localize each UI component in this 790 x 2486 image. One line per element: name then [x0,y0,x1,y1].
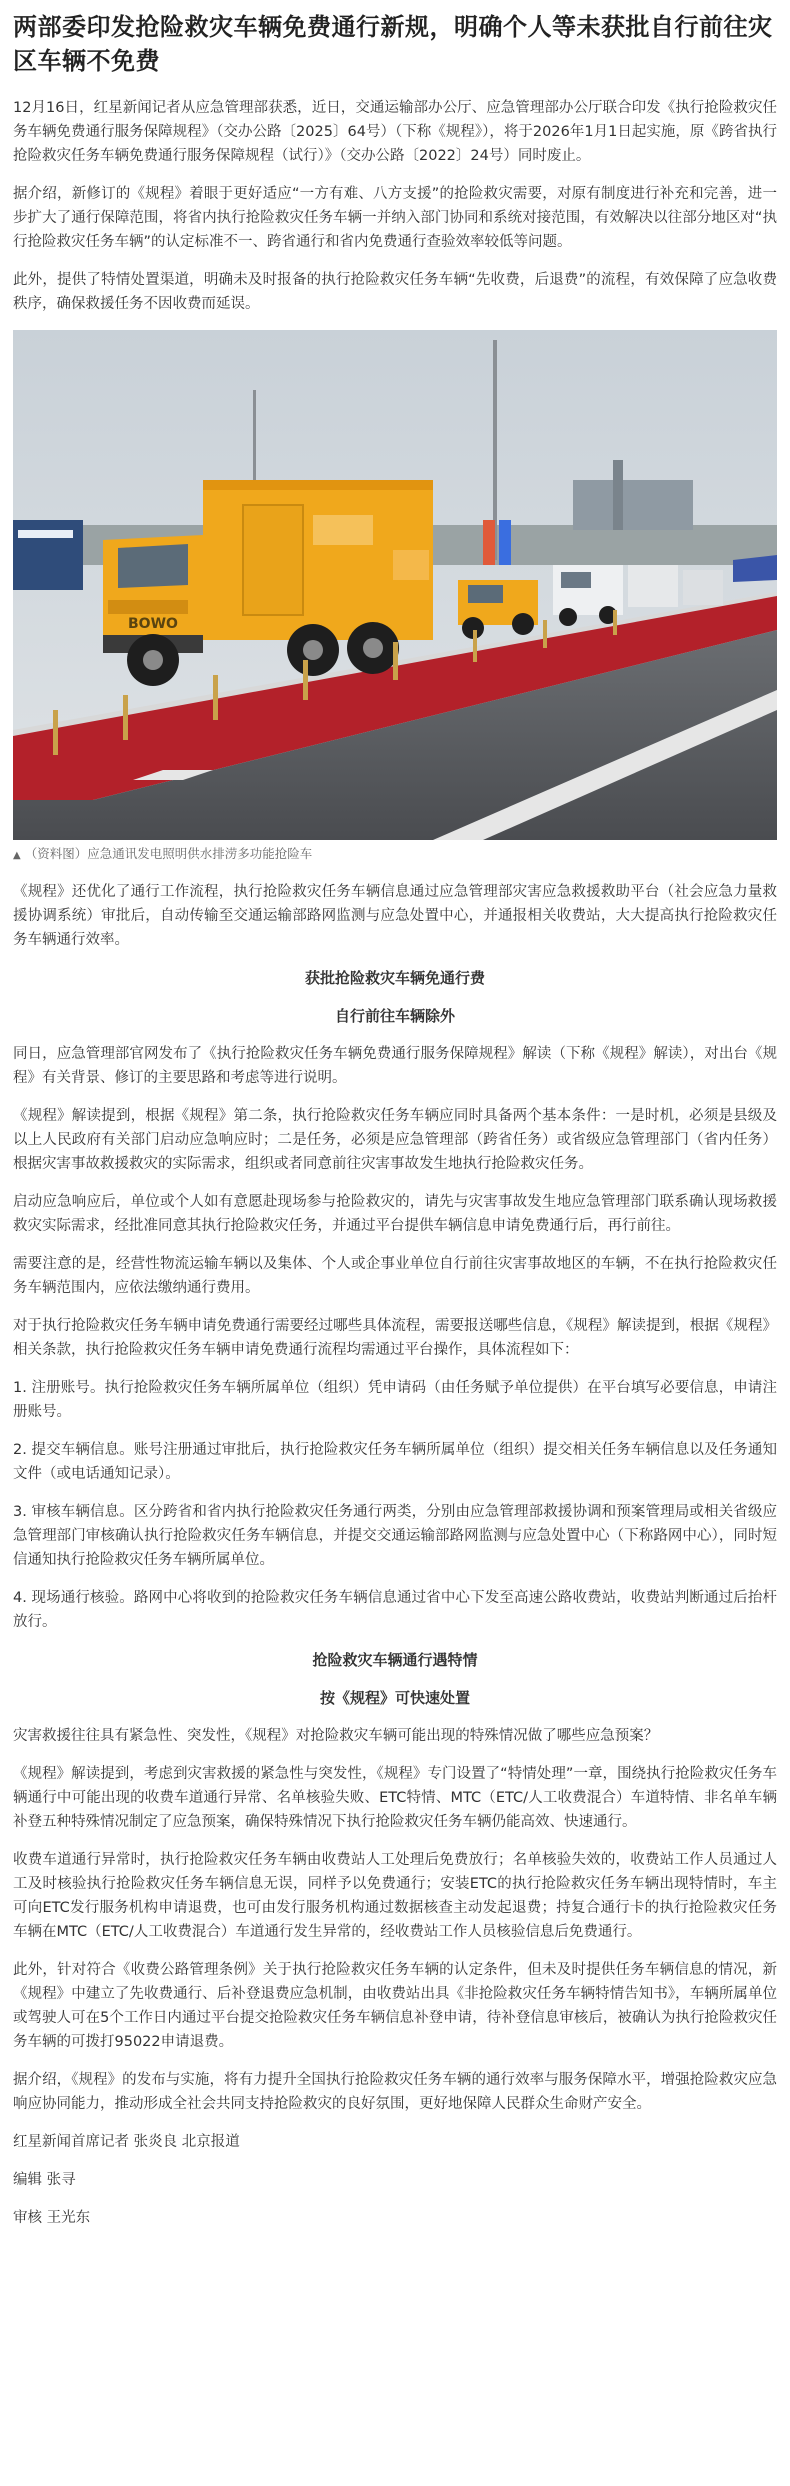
section-subheading: 按《规程》可快速处置 [319,1689,470,1707]
reviewer-byline: 审核 王光东 [13,2210,91,2226]
rescue-truck-photo [13,330,777,840]
paragraph: 《规程》解读提到，根据《规程》第二条，执行抢险救灾任务车辆应同时具备两个基本条件：一是时机，必须是县级及以上人民政府有关部门启动应急响应时；二是任务，必须是应急管理部（跨省任务）或省级应急管理部门（省内任务）根据灾害事故救援救灾的实际需求，组织或者同意前往灾害事故发生地执行抢险救灾任务。 [13,1108,777,1172]
step-item: 3. 审核车辆信息。区分跨省和省内执行抢险救灾任务通行两类，分别由应急管理部救援协调和预案管理局或相关省级应急管理部门审核确认执行抢险救灾任务车辆信息，并提交交通运输部路网监测与应急处置中心（下称路网中心），同时短信通知执行抢险救灾任务车辆所属单位。 [13,1504,777,1568]
article-title: 两部委印发抢险救灾车辆免费通行新规，明确个人等未获批自行前往灾区车辆不免费 [13,13,773,75]
section-heading: 获批抢险救灾车辆免通行费 [304,969,485,987]
paragraph: 同日，应急管理部官网发布了《执行抢险救灾任务车辆免费通行服务保障规程》解读（下称《规程》解读），对出台《规程》有关背景、修订的主要思路和考虑等进行说明。 [13,1046,777,1086]
paragraph: 《规程》解读提到，考虑到灾害救援的紧急性与突发性，《规程》专门设置了“特情处理”一章，围绕执行抢险救灾任务车辆通行中可能出现的收费车道通行异常、名单核验失败、ETC特情、MTC（ETC/人工收费混合）车道特情、非名单车辆补登五种特殊情况制定了应急预案，确保特殊情况下执行抢险救灾任务车辆仍能高效、快速通行。 [13,1766,777,1830]
step-item: 1. 注册账号。执行抢险救灾任务车辆所属单位（组织）凭申请码（由任务赋予单位提供）在平台填写必要信息，申请注册账号。 [13,1380,777,1420]
paragraph: 据介绍，《规程》的发布与实施，将有力提升全国执行抢险救灾任务车辆的通行效率与服务保障水平，增强抢险救灾应急响应协同能力，推动形成全社会共同支持抢险救灾的良好氛围，更好地保障人民群众生命财产安全。 [13,2072,777,2112]
image-caption [13,844,777,866]
paragraph: 此外，针对符合《收费公路管理条例》关于执行抢险救灾任务车辆的认定条件，但未及时提供任务车辆信息的情况，新《规程》中建立了先收费通行、后补登退费应急机制，由收费站出具《非抢险救灾任务车辆特情告知书》，车辆所属单位或驾驶人可在5个工作日内通过平台提交抢险救灾任务车辆信息补登申请，待补登信息审核后，被确认为执行抢险救灾任务车辆的可拨打95022申请退费。 [13,1962,777,2050]
article-figure [13,330,777,866]
truck-brand-text: BOWO [128,616,178,632]
paragraph: 收费车道通行异常时，执行抢险救灾任务车辆由收费站人工处理后免费放行；名单核验失效的，收费站工作人员通过人工及时核验执行抢险救灾任务车辆信息无误，同样予以免费通行；安装ETC的执行抢险救灾任务车辆出现特情时，车主可向ETC发行服务机构申请退费，也可由发行服务机构通过数据核查主动发起退费；持复合通行卡的执行抢险救灾任务车辆在MTC（ETC/人工收费混合）车道通行发生异常的，经收费站工作人员核验信息后免费通行。 [13,1852,777,1940]
step-item: 4. 现场通行核验。路网中心将收到的抢险救灾任务车辆信息通过省中心下发至高速公路收费站，收费站判断通过后抬杆放行。 [13,1590,777,1630]
paragraph: 灾害救援往往具有紧急性、突发性，《规程》对抢险救灾车辆可能出现的特殊情况做了哪些应急预案？ [13,1728,659,1744]
paragraph: 对于执行抢险救灾任务车辆申请免费通行需要经过哪些具体流程，需要报送哪些信息，《规程》解读提到，根据《规程》相关条款，执行抢险救灾任务车辆申请免费通行流程均需通过平台操作，具体流程如下： [13,1318,777,1358]
paragraph: 此外，提供了特情处置渠道，明确未及时报备的执行抢险救灾任务车辆“先收费，后退费”的流程，有效保障了应急收费秩序，确保救援任务不因收费而延误。 [13,272,777,312]
section-heading: 抢险救灾车辆通行遇特情 [312,1651,478,1669]
paragraph: 据介绍，新修订的《规程》着眼于更好适应“一方有难、八方支援”的抢险救灾需要，对原有制度进行补充和完善，进一步扩大了通行保障范围，将省内执行抢险救灾任务车辆一并纳入部门协同和系统对接范围，有效解决以往部分地区对“执行抢险救灾任务车辆”的认定标准不一、跨省通行和省内免费通行查验效率较低等问题。 [13,186,777,250]
section-subheading: 自行前往车辆除外 [334,1007,455,1025]
image-caption-text: （资料图）应急通讯发电照明供水排涝多功能抢险车 [24,846,313,861]
caret-up-icon: ▲ [13,850,21,861]
step-item: 2. 提交车辆信息。账号注册通过审批后，执行抢险救灾任务车辆所属单位（组织）提交相关任务车辆信息以及任务通知文件（或电话通知记录）。 [13,1442,777,1482]
paragraph: 12月16日，红星新闻记者从应急管理部获悉，近日，交通运输部办公厅、应急管理部办公厅联合印发《执行抢险救灾任务车辆免费通行服务保障规程》（交办公路〔2025〕64号）（下称《规程》），将于2026年1月1日起实施，原《跨省执行抢险救灾任务车辆免费通行服务保障规程（试行）》（交办公路〔2022〕24号）同时废止。 [13,100,777,164]
editor-byline: 编辑 张寻 [13,2172,76,2188]
paragraph: 《规程》还优化了通行工作流程，执行抢险救灾任务车辆信息通过应急管理部灾害应急救援救助平台（社会应急力量救援协调系统）审批后，自动传输至交通运输部路网监测与应急处置中心，并通报相关收费站，大大提高执行抢险救灾任务车辆通行效率。 [13,884,777,948]
paragraph: 启动应急响应后，单位或个人如有意愿赴现场参与抢险救灾的，请先与灾害事故发生地应急管理部门联系确认现场救援救灾实际需求，经批准同意其执行抢险救灾任务，并通过平台提供车辆信息申请免费通行后，再行前往。 [13,1194,777,1234]
paragraph: 需要注意的是，经营性物流运输车辆以及集体、个人或企事业单位自行前往灾害事故地区的车辆，不在执行抢险救灾任务车辆范围内，应依法缴纳通行费用。 [13,1256,777,1296]
reporter-byline: 红星新闻首席记者 张炎良 北京报道 [13,2134,240,2150]
